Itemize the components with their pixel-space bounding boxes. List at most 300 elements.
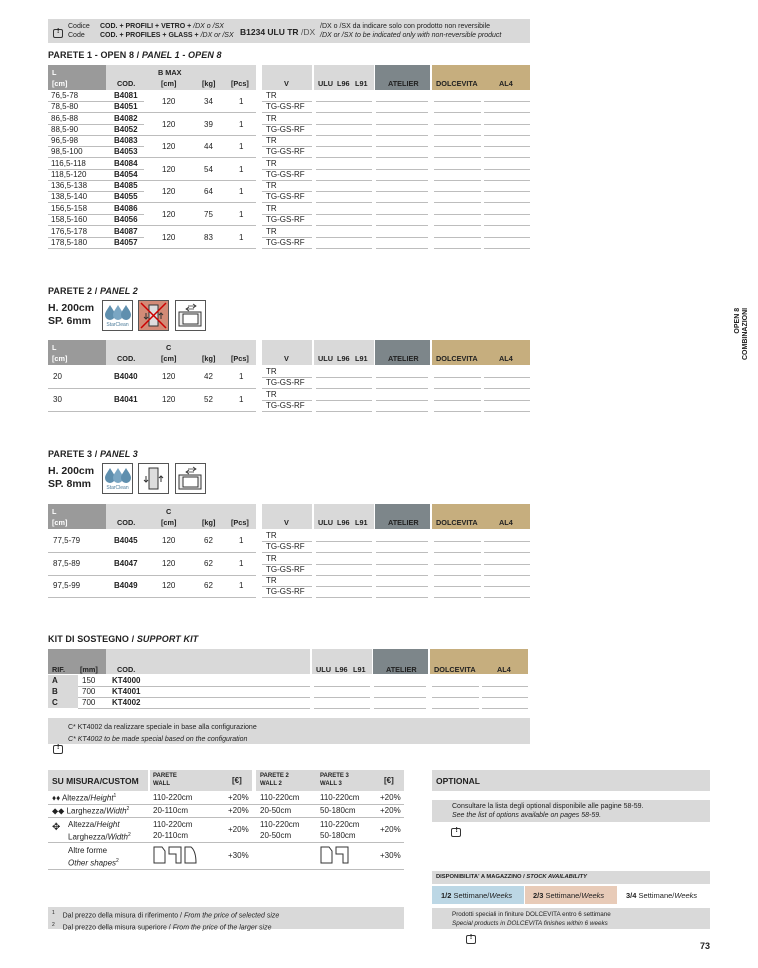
blank-line <box>434 400 481 401</box>
custom-col-wall3-label: PARETE 3 WALL 3 <box>320 773 349 787</box>
blank-line <box>316 124 372 125</box>
header-l91: L91 <box>355 79 368 88</box>
panel2-specs: H. 200cm SP. 6mm <box>48 302 95 327</box>
kit-header-l91: L91 <box>353 665 366 674</box>
note-icon <box>451 828 461 837</box>
row-divider <box>262 191 312 192</box>
cell-bmax: 120 <box>162 187 176 197</box>
cell-rif: B <box>52 687 58 696</box>
row-divider <box>262 169 312 170</box>
blank-line <box>376 411 428 412</box>
row-divider <box>262 377 312 378</box>
blank-line <box>316 191 372 192</box>
blank-line <box>316 169 372 170</box>
blank-line <box>484 202 530 203</box>
cell-pcs: 1 <box>239 536 244 545</box>
cell-l: 98,5-100 <box>51 147 83 157</box>
cell-pcs: 1 <box>239 372 244 381</box>
cell-cod: B4056 <box>114 215 138 224</box>
blank-line <box>434 135 481 136</box>
custom-pct: +20% <box>380 825 401 834</box>
kit-header-atelier: ATELIER <box>386 665 417 674</box>
optional-note-text: Consultare la lista degli optional disponibile alle pagine 58-59. See the list of options available on pages 58-59. <box>452 803 644 819</box>
kit-header-rif: RIF. <box>52 665 65 674</box>
cell-kg: 39 <box>204 119 213 129</box>
row-divider <box>262 541 312 542</box>
blank-line <box>376 124 428 125</box>
cell-cod: B4041 <box>114 394 138 404</box>
row-divider <box>48 552 256 553</box>
custom-value: 20-110cm <box>153 806 188 815</box>
row-divider <box>78 708 310 709</box>
header-c: C <box>166 343 172 352</box>
cell-cod: B4040 <box>114 372 138 381</box>
custom-row-height-width: Altezza/Height Larghezza/Width$^2$ <box>68 820 131 842</box>
blank-line <box>316 202 372 203</box>
cell-kg: 52 <box>204 394 213 404</box>
cell-v: TR <box>266 158 277 168</box>
cell-cod: B4057 <box>114 237 138 247</box>
cell-v: TG-GS-RF <box>266 587 305 597</box>
header-unit: [cm] <box>161 354 177 363</box>
header-ulu: ULU <box>318 518 333 527</box>
cell-cod: B4082 <box>114 113 138 123</box>
row-divider <box>262 101 312 102</box>
cell-v: TG-GS-RF <box>266 215 305 224</box>
cell-kg: 75 <box>204 210 213 219</box>
code-format: COD. + PROFILI + VETRO + /DX o /SX COD. + PROFILES + GLASS + /DX or /SX <box>100 23 234 39</box>
cell-l: 156,5-158 <box>51 204 88 213</box>
cell-kg: 64 <box>204 187 213 197</box>
blank-line <box>434 191 481 192</box>
cell-v: TG-GS-RF <box>266 124 305 134</box>
header-v: V <box>284 79 289 88</box>
blank-line <box>484 124 530 125</box>
blank-line <box>316 237 372 238</box>
custom-row-height: ♦♦ Altezza/Height$^1$ <box>52 793 117 803</box>
blank-line <box>374 686 426 687</box>
row-divider <box>48 146 106 147</box>
blank-line <box>376 586 428 587</box>
cell-l: 158,5-160 <box>51 215 88 224</box>
resize-arrows-icon: ✥ <box>52 822 61 833</box>
blank-line <box>434 586 481 587</box>
blank-line <box>484 157 530 158</box>
blank-line <box>484 135 530 136</box>
cell-pcs: 1 <box>239 581 244 591</box>
blank-line <box>484 411 530 412</box>
blank-line <box>484 597 530 598</box>
header-al4: AL4 <box>499 354 513 363</box>
panel2-title: PARETE 2 / PANEL 2 <box>48 286 138 296</box>
cell-v: TR <box>266 226 277 236</box>
row-divider <box>48 597 256 598</box>
cell-v: TR <box>266 181 277 191</box>
cell-cod: B4083 <box>114 136 138 146</box>
cell-v: TR <box>266 576 277 586</box>
custom-value: 20-50cm <box>260 806 292 815</box>
header-cod: COD. <box>117 518 136 527</box>
optional-title: OPTIONAL <box>436 776 480 786</box>
blank-line <box>434 564 481 565</box>
custom-value: 110-220cm 50-180cm <box>320 820 360 840</box>
header-l-unit: [cm] <box>52 354 68 363</box>
row-divider <box>106 237 144 238</box>
wall-mount-icon <box>175 300 206 331</box>
cell-l: 138,5-140 <box>51 192 88 202</box>
blank-line <box>316 388 372 389</box>
blank-line <box>376 180 428 181</box>
blank-line <box>316 400 372 401</box>
custom-pct: +30% <box>380 851 401 860</box>
row-divider <box>106 101 144 102</box>
custom-pct: +20% <box>380 793 401 802</box>
cell-v: TR <box>266 113 277 123</box>
blank-line <box>484 575 530 576</box>
cell-v: TR <box>266 389 277 399</box>
cell-l: 178,5-180 <box>51 237 88 247</box>
cell-cod: B4054 <box>114 169 138 179</box>
blank-line <box>376 146 428 147</box>
cell-cod: B4049 <box>114 581 138 591</box>
header-pcs: [Pcs] <box>231 518 249 527</box>
blank-line <box>316 146 372 147</box>
cell-pcs: 1 <box>239 558 244 568</box>
cell-rif: C <box>52 698 58 707</box>
row-divider <box>262 146 312 147</box>
blank-line <box>434 411 481 412</box>
cell-l: 97,5-99 <box>53 581 81 591</box>
starclean-icon: StarClean <box>102 300 133 331</box>
cell-c: 120 <box>162 394 176 404</box>
blank-line <box>376 237 428 238</box>
blank-line <box>434 202 481 203</box>
cell-cod: B4047 <box>114 558 138 568</box>
blank-line <box>376 541 428 542</box>
blank-line <box>434 388 481 389</box>
header-dolcevita: DOLCEVITA <box>436 354 478 363</box>
side-label: OPEN 8 COMBINAZIONI <box>734 307 749 360</box>
blank-line <box>376 112 428 113</box>
blank-line <box>434 225 481 226</box>
cell-pcs: 1 <box>239 210 244 219</box>
kit-note-text: C* KT4002 da realizzare speciale in base alla configurazione C* KT4002 to be made special based on the configuration <box>68 724 257 743</box>
kit-header-cod: COD. <box>117 665 136 674</box>
blank-line <box>434 575 481 576</box>
cell-kg: 44 <box>204 142 213 152</box>
header-l91: L91 <box>355 354 368 363</box>
blank-line <box>484 400 530 401</box>
cell-bmax: 120 <box>162 164 176 174</box>
cell-kg: 62 <box>204 536 213 545</box>
row-divider <box>48 237 106 238</box>
header-atelier: ATELIER <box>388 354 419 363</box>
blank-line <box>482 697 528 698</box>
blank-line <box>316 180 372 181</box>
blank-line <box>484 377 530 378</box>
cell-c: 120 <box>162 372 176 381</box>
blank-line <box>434 541 481 542</box>
blank-line <box>376 564 428 565</box>
kit-header-l96: L96 <box>335 665 348 674</box>
blank-line <box>376 575 428 576</box>
height-arrows-icon: ♦♦ <box>52 793 61 803</box>
cell-v: TR <box>266 91 277 100</box>
blank-line <box>376 388 428 389</box>
blank-line <box>484 225 530 226</box>
custom-col-eur: [€] <box>232 776 242 785</box>
custom-value: 110-220cm 20-110cm <box>153 820 193 840</box>
blank-line <box>316 101 372 102</box>
cell-cod: B4085 <box>114 181 138 191</box>
header-kg: [kg] <box>202 518 216 527</box>
blank-line <box>316 597 372 598</box>
blank-line <box>316 586 372 587</box>
cell-cod: KT4002 <box>112 698 141 707</box>
row-divider <box>48 191 106 192</box>
cell-l: 86,5-88 <box>51 113 79 123</box>
header-atelier: ATELIER <box>388 79 419 88</box>
header-c: C <box>166 507 172 516</box>
stock-option-1-2-text: 1/2 Settimane/Weeks <box>441 891 513 900</box>
panel3-specs: H. 200cm SP. 8mm <box>48 465 95 490</box>
header-cod: COD. <box>117 354 136 363</box>
blank-line <box>376 248 428 249</box>
special-note-text: Prodotti speciali in finiture DOLCEVITA entro 6 settimane Special products in DOLCEVITA finishes within 6 weeks <box>452 911 611 927</box>
custom-col-eur-2: [€] <box>384 776 394 785</box>
cell-l: 30 <box>53 394 62 404</box>
custom-row-width: ◆◆ Larghezza/Width$^2$ <box>52 806 130 816</box>
blank-line <box>316 575 372 576</box>
row-divider <box>48 248 256 249</box>
blank-line <box>376 191 428 192</box>
custom-value: 50-180cm <box>320 806 356 815</box>
blank-line <box>434 180 481 181</box>
stock-option-2-3-text: 2/3 Settimane/Weeks <box>533 891 605 900</box>
header-l91: L91 <box>355 518 368 527</box>
cell-v: TG-GS-RF <box>266 169 305 179</box>
header-v: V <box>284 518 289 527</box>
row-divider <box>106 169 144 170</box>
header-l96: L96 <box>337 518 350 527</box>
cell-v: TR <box>266 367 277 376</box>
cell-kg: 42 <box>204 372 213 381</box>
blank-line <box>434 377 481 378</box>
row-divider <box>48 388 256 389</box>
cell-l: 96,5-98 <box>51 136 79 146</box>
cell-mm: 150 <box>82 676 96 685</box>
row-divider <box>262 248 312 249</box>
row-divider <box>262 124 312 125</box>
kit-header-ulu: ULU <box>316 665 331 674</box>
cell-pcs: 1 <box>239 394 244 404</box>
cell-l: 118,5-120 <box>51 169 87 179</box>
blank-line <box>434 146 481 147</box>
panel1-title: PARETE 1 - OPEN 8 / PANEL 1 - OPEN 8 <box>48 50 222 60</box>
cell-pcs: 1 <box>239 142 244 152</box>
row-divider <box>48 575 256 576</box>
header-kg: [kg] <box>202 354 216 363</box>
blank-line <box>484 586 530 587</box>
row-divider <box>262 411 312 412</box>
blank-line <box>314 686 370 687</box>
cell-cod: B4086 <box>114 204 138 213</box>
cell-cod: B4051 <box>114 102 138 111</box>
reversible-icon <box>138 463 169 494</box>
blank-line <box>434 237 481 238</box>
cell-v: TR <box>266 553 277 563</box>
row-divider <box>48 101 106 102</box>
blank-line <box>434 552 481 553</box>
starclean-icon: StarClean <box>102 463 133 494</box>
header-ulu: ULU <box>318 354 333 363</box>
blank-line <box>434 101 481 102</box>
row-divider <box>106 124 144 125</box>
header-l: L <box>52 68 57 77</box>
cell-v: TG-GS-RF <box>266 378 305 387</box>
note-icon <box>466 935 476 944</box>
blank-line <box>434 597 481 598</box>
blank-line <box>316 541 372 542</box>
row-divider <box>106 191 144 192</box>
blank-line <box>484 214 530 215</box>
blank-line <box>376 169 428 170</box>
note-icon <box>53 29 63 38</box>
blank-line <box>376 400 428 401</box>
header-l-unit: [cm] <box>52 79 68 88</box>
header-pcs: [Pcs] <box>231 354 249 363</box>
header-atelier: ATELIER <box>388 518 419 527</box>
custom-col-wall-label: PARETE WALL <box>153 773 177 787</box>
row-divider <box>262 564 312 565</box>
cell-cod: B4084 <box>114 158 138 168</box>
cell-kg: 34 <box>204 97 213 106</box>
cell-pcs: 1 <box>239 232 244 242</box>
blank-line <box>316 112 372 113</box>
kit-header-mm: [mm] <box>80 665 98 674</box>
blank-line <box>484 101 530 102</box>
blank-line <box>484 146 530 147</box>
cell-cod: KT4000 <box>112 676 141 685</box>
row-divider <box>48 169 106 170</box>
blank-line <box>376 202 428 203</box>
blank-line <box>376 552 428 553</box>
blank-line <box>374 697 426 698</box>
row-divider <box>262 214 312 215</box>
cell-cod: B4081 <box>114 91 138 100</box>
cell-v: TG-GS-RF <box>266 102 305 111</box>
cell-v: TR <box>266 531 277 540</box>
blank-line <box>316 248 372 249</box>
header-v: V <box>284 354 289 363</box>
cell-l: 76,5-78 <box>51 91 79 100</box>
header-l: L <box>52 507 57 516</box>
cell-pcs: 1 <box>239 97 244 106</box>
blank-line <box>484 191 530 192</box>
cell-v: TR <box>266 136 277 146</box>
custom-value: 110-220cm <box>153 793 193 802</box>
other-shapes-icon <box>152 845 200 870</box>
other-shapes-icon-2 <box>319 845 351 870</box>
code-labels: Codice Code <box>68 23 90 39</box>
custom-pct: +30% <box>228 851 249 860</box>
cell-cod: B4052 <box>114 124 138 134</box>
blank-line <box>316 564 372 565</box>
custom-col-wall2-label: PARETE 2 WALL 2 <box>260 773 289 787</box>
blank-line <box>376 377 428 378</box>
cell-cod: B4055 <box>114 192 138 202</box>
blank-line <box>434 124 481 125</box>
cell-cod: B4087 <box>114 226 138 236</box>
page-number: 73 <box>700 941 711 951</box>
row-divider <box>106 146 144 147</box>
blank-line <box>484 564 530 565</box>
cell-mm: 700 <box>82 687 96 696</box>
blank-line <box>482 686 528 687</box>
cell-bmax: 120 <box>162 232 176 242</box>
cell-kg: 83 <box>204 232 213 242</box>
blank-line <box>484 388 530 389</box>
blank-line <box>484 180 530 181</box>
header-al4: AL4 <box>499 518 513 527</box>
note-icon <box>53 745 63 754</box>
cell-c: 120 <box>162 536 176 545</box>
row-divider <box>262 597 312 598</box>
cell-cod: B4045 <box>114 536 138 545</box>
kit-header-dolcevita: DOLCEVITA <box>434 665 476 674</box>
blank-line <box>316 214 372 215</box>
cell-kg: 62 <box>204 558 213 568</box>
cell-v: TG-GS-RF <box>266 237 305 247</box>
cell-l: 88,5-90 <box>51 124 79 134</box>
blank-line <box>376 225 428 226</box>
panel3-title: PARETE 3 / PANEL 3 <box>48 449 138 459</box>
custom-value: 110-220cm 20-50cm <box>260 820 300 840</box>
row-divider <box>48 135 256 136</box>
cell-cod: KT4001 <box>112 687 141 696</box>
custom-row-other-shapes: Altre forme Other shapes$^2$ <box>68 846 119 868</box>
stock-title: DISPONIBILITA' A MAGAZZINO / STOCK AVAILABILITY <box>436 874 588 880</box>
row-divider <box>48 112 256 113</box>
cell-pcs: 1 <box>239 164 244 174</box>
blank-line <box>316 135 372 136</box>
cell-bmax: 120 <box>162 142 176 152</box>
header-pcs: [Pcs] <box>231 79 249 88</box>
blank-line <box>432 708 479 709</box>
custom-pct: +20% <box>380 806 401 815</box>
blank-line <box>484 541 530 542</box>
blank-line <box>484 248 530 249</box>
blank-line <box>434 169 481 170</box>
footnotes-text: $^1$ Dal prezzo della misura di riferimento / From the price of selected size $^2$ Dal prezzo della misura superiore / From the price of the larger size <box>52 910 280 932</box>
blank-line <box>314 697 370 698</box>
custom-value: 110-220cm <box>260 793 300 802</box>
cell-v: TG-GS-RF <box>266 564 305 574</box>
custom-pct: +20% <box>228 825 249 834</box>
cell-l: 116,5-118 <box>51 158 86 168</box>
wall-mount-icon <box>175 463 206 494</box>
cell-bmax: 120 <box>162 210 176 219</box>
stock-option-3-4-text: 3/4 Settimane/Weeks <box>626 891 698 900</box>
blank-line <box>316 225 372 226</box>
header-dolcevita: DOLCEVITA <box>436 79 478 88</box>
blank-line <box>376 157 428 158</box>
blank-line <box>434 248 481 249</box>
header-ulu: ULU <box>318 79 333 88</box>
row-divider <box>48 411 256 412</box>
blank-line <box>316 377 372 378</box>
cell-l: 87,5-89 <box>53 558 81 568</box>
